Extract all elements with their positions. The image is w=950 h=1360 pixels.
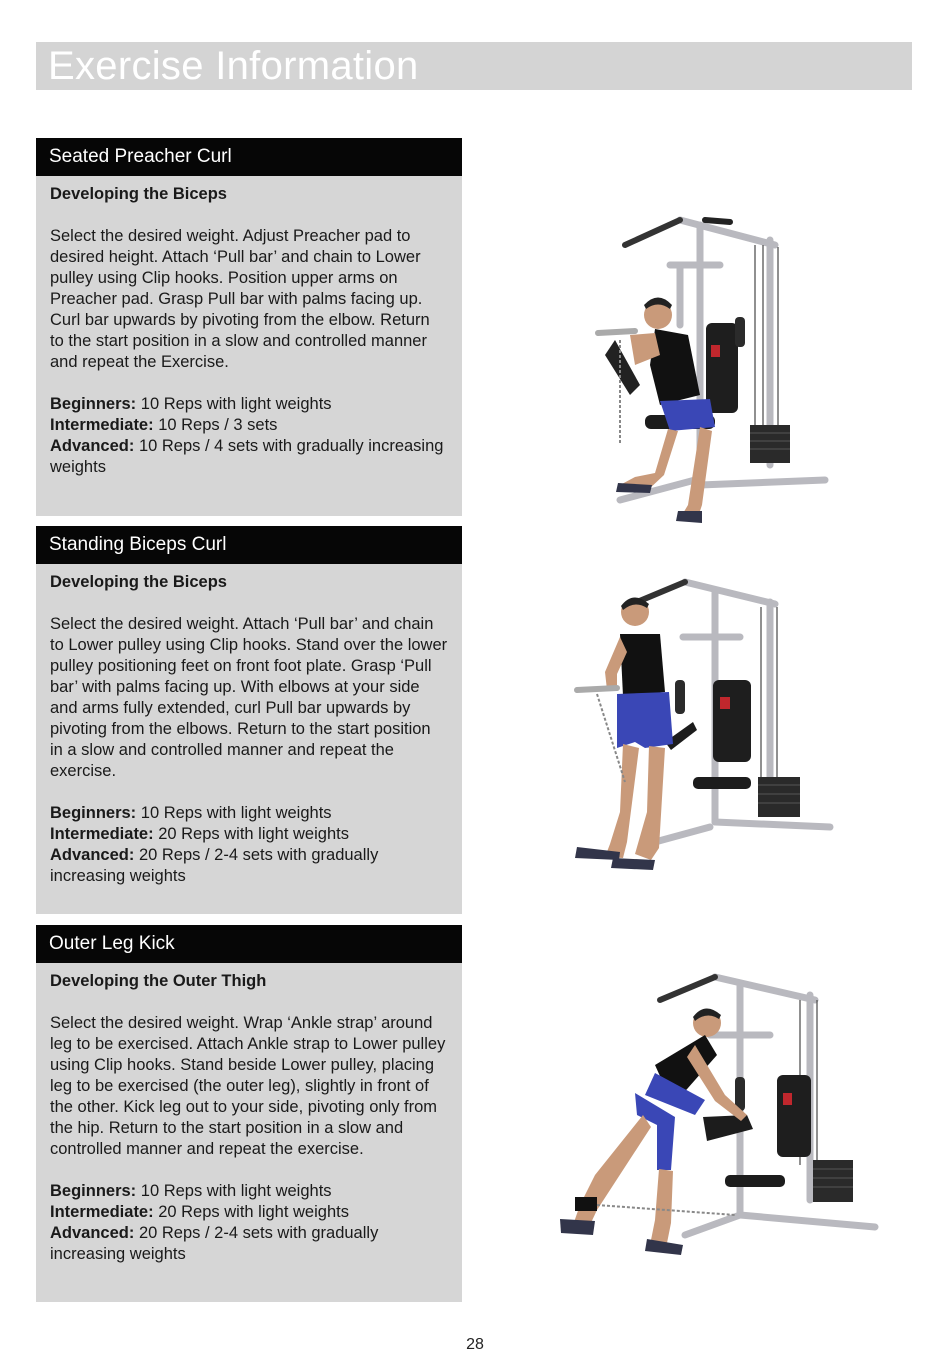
exercise-section-standing-biceps-curl [36,526,462,914]
level-intermediate: Intermediate: 10 Reps / 3 sets [50,416,278,434]
level-intermediate: Intermediate: 20 Reps with light weights [50,825,349,843]
level-beginners: Beginners: 10 Reps with light weights [50,395,332,413]
exercise-subtitle: Developing the Outer Thigh [50,972,267,990]
page-title: Exercise Information [48,44,419,88]
level-intermediate: Intermediate: 20 Reps with light weights [50,1203,349,1221]
level-beginners: Beginners: 10 Reps with light weights [50,804,332,822]
level-advanced: Advanced: 20 Reps / 2-4 sets with gradually increasing weights [50,1224,379,1263]
exercise-title: Outer Leg Kick [36,925,462,963]
exercise-section-seated-preacher-curl [36,138,462,516]
seated-preacher-curl-illustration [560,205,840,530]
exercise-subtitle: Developing the Biceps [50,573,227,591]
page-number: 28 [466,1336,484,1353]
difficulty-levels [50,1181,448,1265]
exercise-title: Standing Biceps Curl [36,526,462,564]
exercise-section-outer-leg-kick [36,925,462,1302]
exercise-description: Select the desired weight. Attach ‘Pull bar’ and chain to Lower pulley using Clip hooks. Stand over the lower pulley positioning feet on front foot plate. Grasp ‘Pull bar’ with palms facing up. With elbows at your side and arms fully extended, curl Pull bar upwards by pivoting from the elbows. Return to the start position in a slow and controlled manner and repeat the exercise. [50,615,448,780]
level-advanced: Advanced: 10 Reps / 4 sets with gradually increasing weights [50,437,444,476]
standing-biceps-curl-illustration [565,572,840,882]
difficulty-levels [50,394,448,478]
exercise-subtitle: Developing the Biceps [50,185,227,203]
level-beginners: Beginners: 10 Reps with light weights [50,1182,332,1200]
page-header [36,42,912,90]
exercise-description: Select the desired weight. Adjust Preacher pad to desired height. Attach ‘Pull bar’ and chain to Lower pulley using Clip hooks. Position upper arms on Preacher pad. Grasp Pull bar with palms facing up. Curl bar upwards by pivoting from the elbow. Return to the start position in a slow and controlled manner and repeat the Exercise. [50,227,430,371]
exercise-title: Seated Preacher Curl [36,138,462,176]
exercise-description: Select the desired weight. Wrap ‘Ankle strap’ around leg to be exercised. Attach Ankle strap to Lower pulley using Clip hooks. Stand beside Lower pulley, placing leg to be exercised (the outer leg), slightly in front of the other. Kick leg out to your side, pivoting only from the hip. Return to the start position in a slow and controlled manner and repeat the exercise. [50,1014,446,1158]
level-advanced: Advanced: 20 Reps / 2-4 sets with gradually increasing weights [50,846,379,885]
difficulty-levels [50,803,448,887]
outer-leg-kick-illustration [555,965,885,1265]
